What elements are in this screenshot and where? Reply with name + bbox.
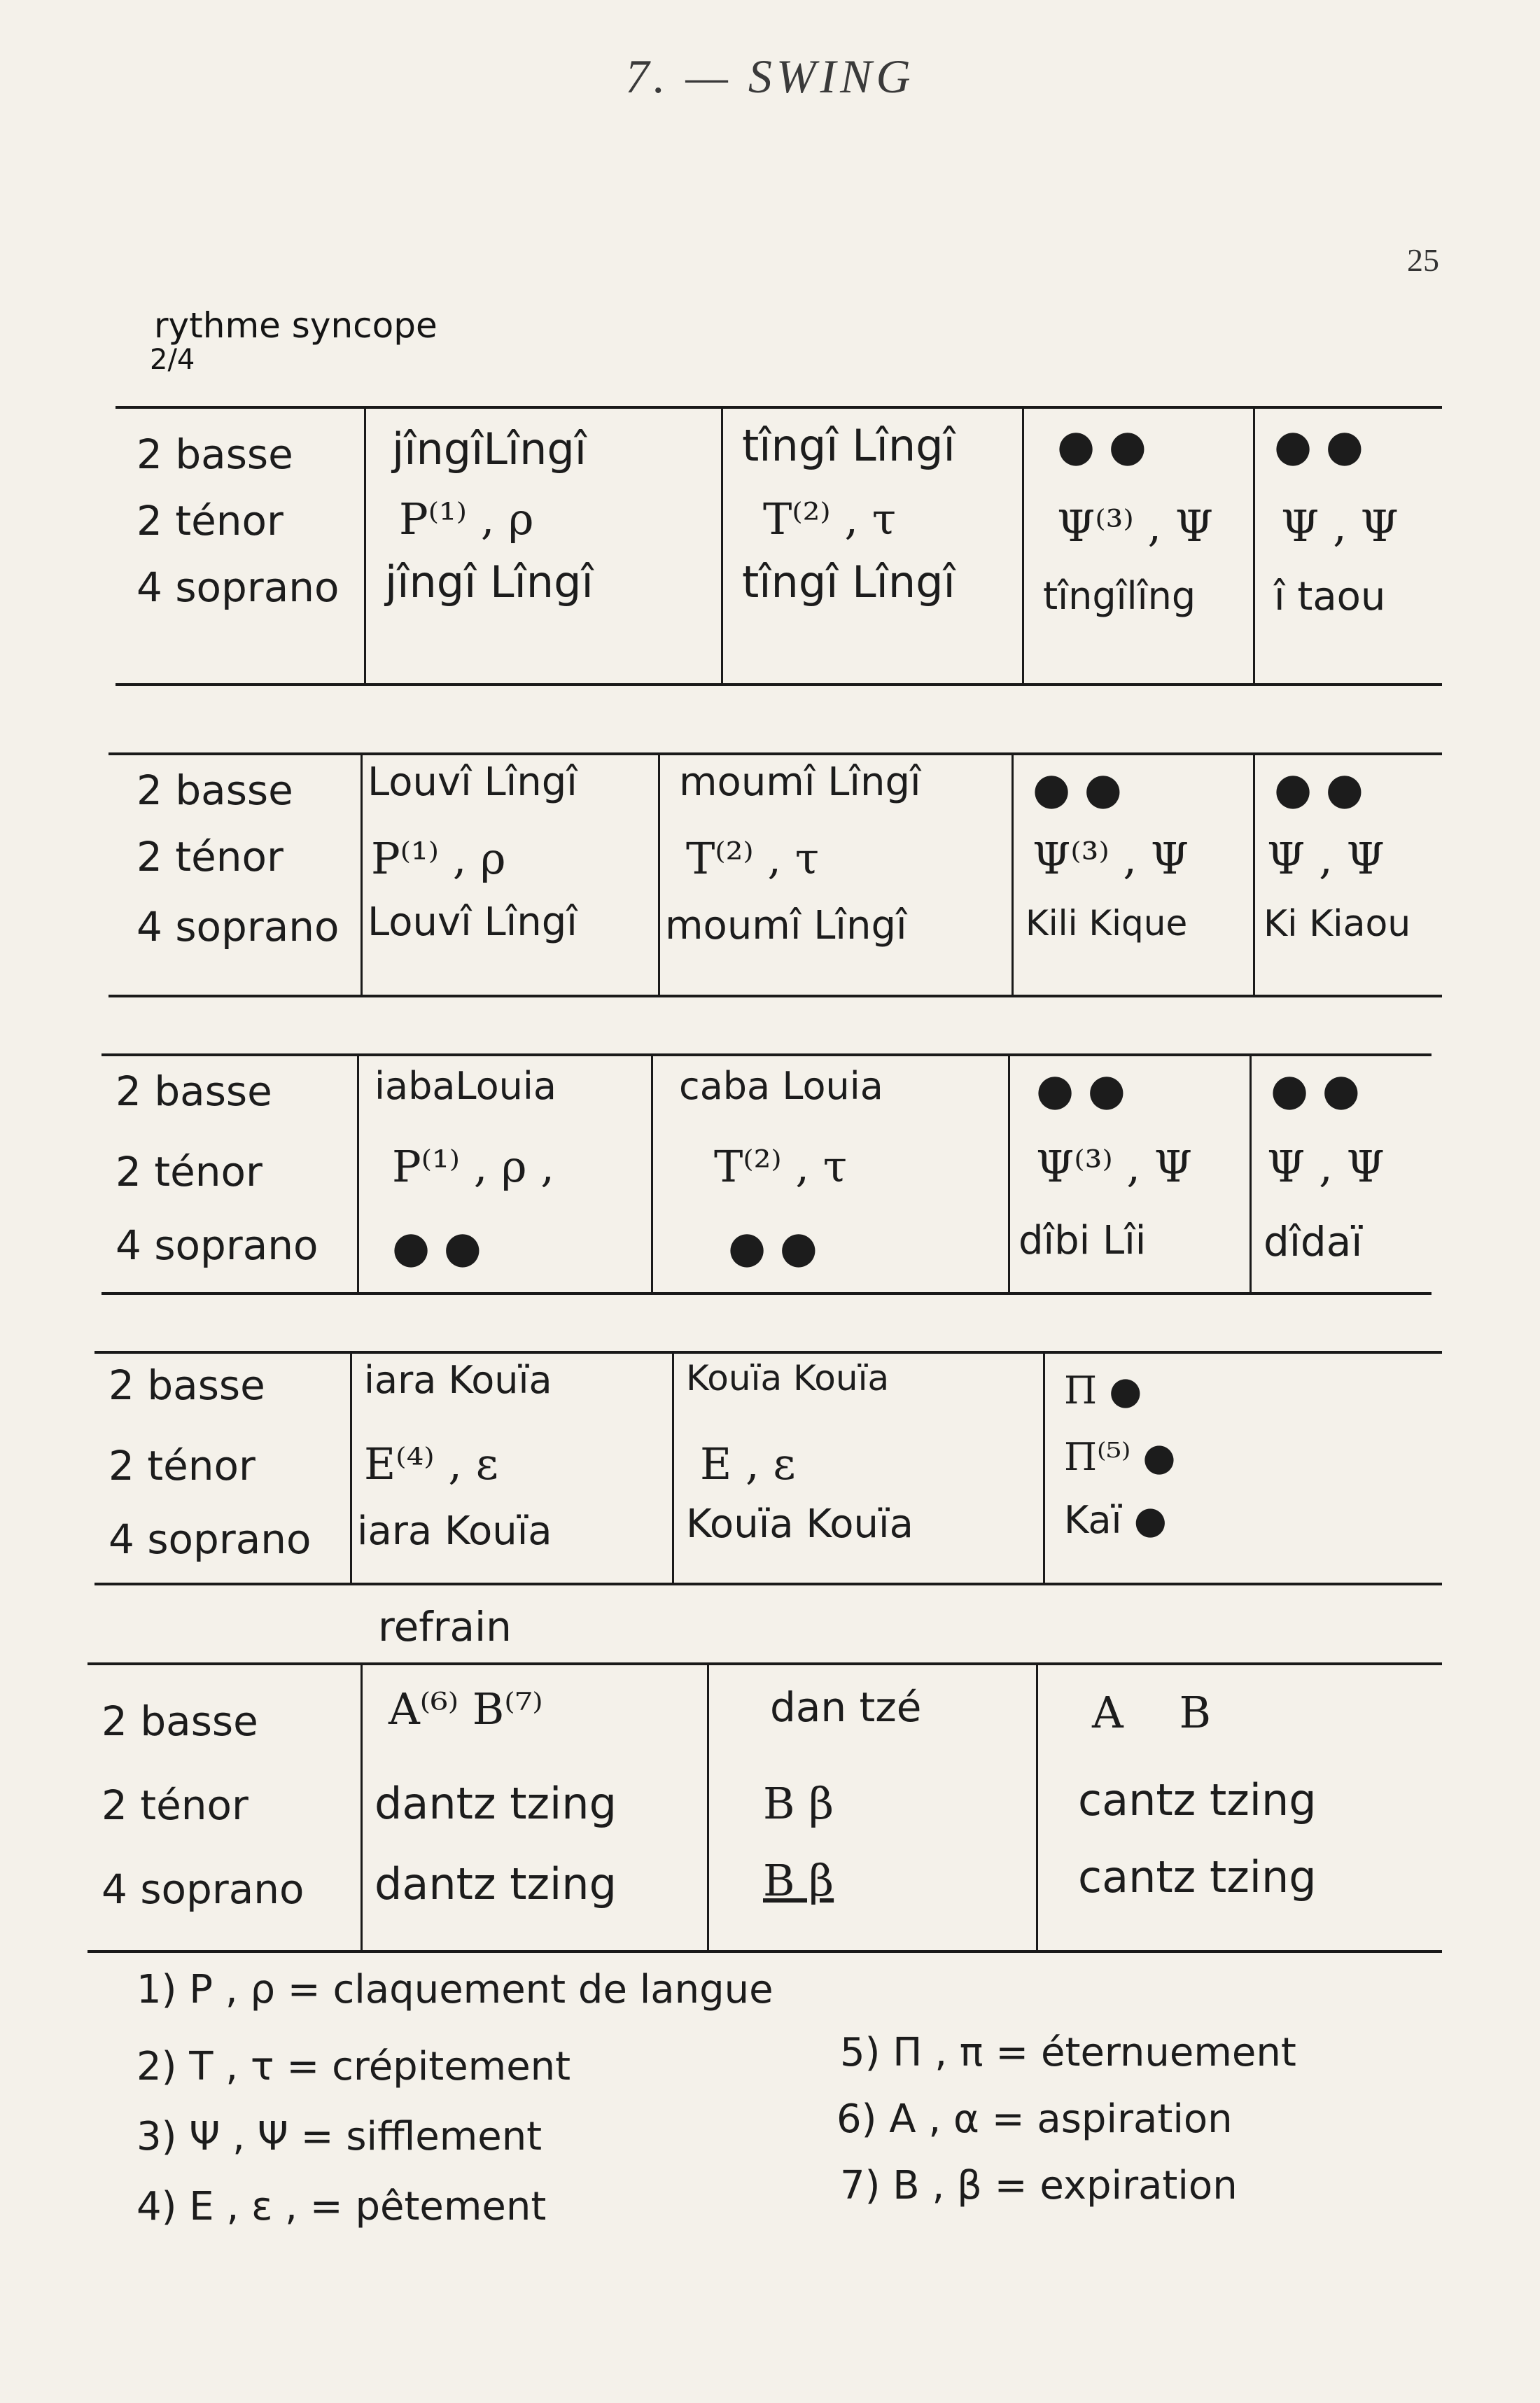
rhythm-label: [150, 305, 438, 376]
voice-basse: 2 basse: [102, 1697, 258, 1745]
measure-cell: [672, 1351, 1043, 1585]
soprano-line: dîdaï: [1264, 1218, 1363, 1266]
voice-soprano: 4 soprano: [115, 1221, 318, 1269]
basse-line: caba Louia: [679, 1064, 883, 1108]
measure-cell: [658, 752, 1011, 997]
basse-line: ● ●: [1032, 763, 1122, 814]
voice-basse: 2 basse: [115, 1067, 272, 1115]
voice-tenor: 2 ténor: [102, 1781, 248, 1829]
soprano-line: ● ●: [392, 1221, 482, 1273]
tenor-line: Ψ⁽³⁾ , Ψ: [1032, 833, 1189, 884]
voice-tenor: 2 ténor: [115, 1148, 262, 1196]
soprano-line: tîngî Lîngî: [742, 556, 955, 608]
basse-line: ● ●: [1274, 763, 1364, 814]
tenor-line: Π⁽⁵⁾ ●: [1064, 1435, 1176, 1479]
soprano-line: î taou: [1274, 574, 1386, 619]
measure-cell: [360, 1662, 707, 1953]
tenor-line: Ψ⁽³⁾ , Ψ: [1036, 1141, 1193, 1192]
measure-cell: [1036, 1662, 1442, 1953]
soprano-line: Kouïa Kouïa: [686, 1501, 913, 1547]
basse-line: moumî Lîngî: [679, 759, 921, 805]
tenor-line: dantz tzing: [374, 1778, 617, 1829]
measure-cell: [357, 1053, 651, 1295]
voice-soprano: 4 soprano: [136, 903, 340, 951]
voice-tenor: 2 ténor: [108, 1442, 255, 1490]
measure-cell: [1022, 406, 1253, 686]
basse-line: dan tzé: [770, 1683, 922, 1731]
basse-line: ● ●: [1057, 420, 1147, 471]
measure-cell: [1250, 1053, 1432, 1295]
basse-line: tîngî Lîngî: [742, 420, 955, 471]
tenor-line: cantz tzing: [1078, 1774, 1317, 1826]
basse-line: Kouïa Kouïa: [686, 1358, 890, 1399]
footnote-3: 3) Ψ , Ψ = sifflement: [136, 2114, 542, 2159]
soprano-line: cantz tzing: [1078, 1851, 1317, 1903]
rhythm-meter: 2/4: [150, 344, 195, 376]
measure-cell: [651, 1053, 1008, 1295]
measure-cell: [364, 406, 721, 686]
tenor-line: Ψ⁽³⁾ , Ψ: [1057, 500, 1214, 552]
soprano-line: Louvî Lîngî: [368, 899, 578, 945]
measure-cell: [707, 1662, 1036, 1953]
footnote-6: 6) A , α = aspiration: [836, 2096, 1233, 2142]
footnote-5: 5) Π , π = éternuement: [840, 2030, 1296, 2075]
tenor-line: T⁽²⁾ , τ: [714, 1141, 848, 1192]
voice-basse: 2 basse: [136, 430, 293, 478]
measure-cell: [1043, 1351, 1442, 1585]
rhythm-text: rythme syncope: [154, 305, 438, 346]
measure-cell: [1011, 752, 1253, 997]
footnote-1: 1) P , ρ = claquement de langue: [136, 1967, 774, 2012]
tenor-line: P⁽¹⁾ , ρ: [371, 833, 506, 884]
tenor-line: B β: [763, 1778, 834, 1829]
soprano-line: tîngîlîng: [1043, 574, 1196, 618]
tenor-line: E , ε: [700, 1438, 796, 1490]
basse-line: jîngîLîngî: [392, 423, 587, 475]
score-block-1: [115, 406, 1442, 686]
basse-line: ● ●: [1270, 1064, 1360, 1115]
voice-basse: 2 basse: [136, 766, 293, 814]
footnotes: [136, 1967, 1396, 2303]
voice-soprano: 4 soprano: [102, 1865, 304, 1913]
measure-cell: [350, 1351, 672, 1585]
soprano-line: dîbi Lîi: [1018, 1218, 1147, 1263]
basse-line: iabaLouia: [374, 1064, 556, 1108]
basse-line: Louvî Lîngî: [368, 759, 578, 805]
measure-cell: [1253, 406, 1442, 686]
basse-line: A B: [1092, 1687, 1212, 1738]
footnote-7: 7) B , β = expiration: [840, 2163, 1238, 2208]
tenor-line: T⁽²⁾ , τ: [763, 493, 897, 545]
basse-line: A⁽⁶⁾ B⁽⁷⁾: [388, 1683, 543, 1735]
refrain-label: refrain: [378, 1603, 512, 1651]
soprano-line: B β: [763, 1855, 834, 1906]
voice-tenor: 2 ténor: [136, 833, 284, 881]
tenor-line: P⁽¹⁾ , ρ ,: [392, 1141, 555, 1192]
soprano-line: dantz tzing: [374, 1858, 617, 1910]
tenor-line: Ψ , Ψ: [1267, 833, 1385, 884]
basse-line: ● ●: [1036, 1064, 1126, 1115]
soprano-line: Kaï ●: [1064, 1498, 1167, 1542]
voice-soprano: 4 soprano: [108, 1515, 312, 1563]
footnote-4: 4) E , ε , = pêtement: [136, 2184, 547, 2229]
measure-cell: [1253, 752, 1442, 997]
tenor-line: P⁽¹⁾ , ρ: [399, 493, 534, 545]
tenor-line: Ψ , Ψ: [1281, 500, 1399, 552]
soprano-line: iara Kouïa: [357, 1508, 552, 1554]
tenor-line: E⁽⁴⁾ , ε: [364, 1438, 498, 1490]
basse-line: iara Kouïa: [364, 1358, 552, 1402]
voice-basse: 2 basse: [108, 1361, 265, 1409]
voice-tenor: 2 ténor: [136, 497, 284, 545]
soprano-line: Kili Kique: [1026, 903, 1188, 944]
score-block-3: [102, 1053, 1432, 1295]
tenor-line: Ψ , Ψ: [1267, 1141, 1385, 1192]
measure-cell: [721, 406, 1022, 686]
soprano-line: moumî Lîngî: [665, 903, 907, 948]
page-number: 25: [1407, 242, 1439, 278]
score-block-4: [94, 1351, 1442, 1585]
voice-soprano: 4 soprano: [136, 563, 340, 611]
basse-line: Π ●: [1064, 1368, 1142, 1413]
refrain-block: [88, 1662, 1442, 1953]
page-title: 7. — SWING: [625, 50, 915, 103]
soprano-line: Ki Kiaou: [1264, 903, 1411, 945]
measure-cell: [360, 752, 658, 997]
soprano-line: ● ●: [728, 1221, 818, 1273]
measure-cell: [1008, 1053, 1250, 1295]
basse-line: ● ●: [1274, 420, 1364, 471]
score-block-2: [108, 752, 1442, 997]
soprano-line: jîngî Lîngî: [385, 556, 594, 608]
footnote-2: 2) T , τ = crépitement: [136, 2044, 571, 2089]
tenor-line: T⁽²⁾ , τ: [686, 833, 820, 884]
